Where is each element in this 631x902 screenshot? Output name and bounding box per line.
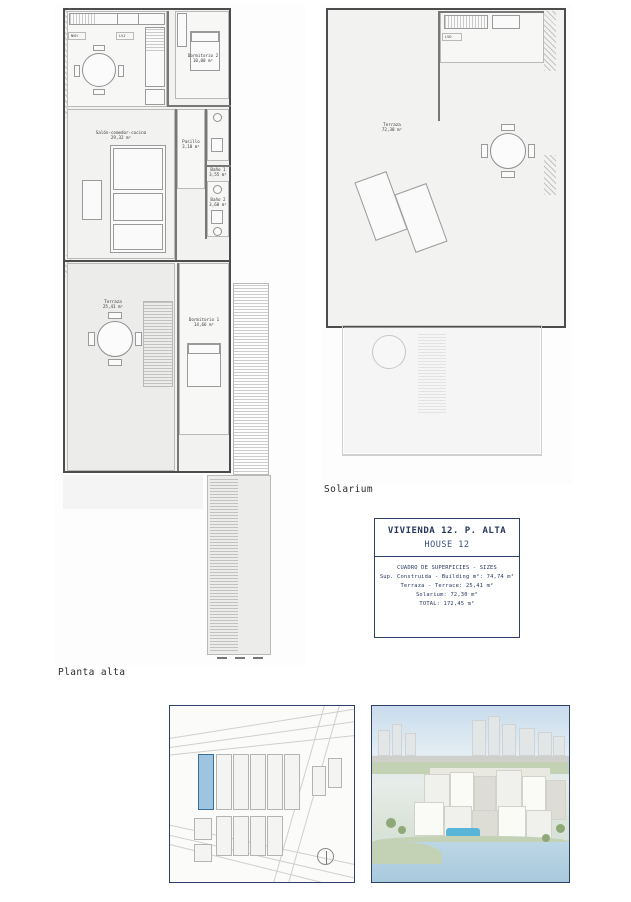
- room-label-hall: Pasillo 3,10 m²: [182, 139, 200, 150]
- upper-floor-caption: Planta alta: [58, 667, 126, 678]
- info-box: [374, 518, 520, 638]
- appliance-label-lvj: LVJ: [119, 34, 126, 38]
- highlighted-unit: [198, 754, 214, 810]
- sizes-row-total: TOTAL: 172,45 m²: [419, 600, 475, 607]
- room-label-living: Salón-comedor-cocina 29,32 m²: [95, 130, 147, 141]
- upper-floor-plan: [55, 5, 305, 665]
- aerial-render-thumbnail: [371, 705, 570, 883]
- sizes-table-header: CUADRO DE SUPERFICIES - SIZES: [397, 565, 497, 571]
- info-title-en: HOUSE 12: [424, 540, 470, 550]
- solarium-plan: [322, 5, 572, 485]
- site-plan-thumbnail: [169, 705, 355, 883]
- sizes-row-terrace: Terraza - Terrace: 25,41 m²: [400, 582, 494, 589]
- room-label-solarium-terrace: Terraza 72,30 m²: [381, 122, 403, 133]
- appliance-label-nvh: NVH: [71, 34, 78, 38]
- info-box-body: [375, 557, 519, 617]
- room-label-bath1: Baño 1 3,55 m²: [209, 167, 227, 178]
- solarium-caption: Solarium: [324, 484, 373, 495]
- appliance-label-lvd: LVD: [445, 35, 452, 39]
- room-label-bed2: Dormitorio 2 10,00 m²: [187, 53, 219, 64]
- info-box-header: [375, 519, 519, 557]
- sizes-row-built: Sup. Construida - Building m²: 74,74 m²: [379, 573, 515, 580]
- room-label-terrace: Terraza 25,41 m²: [102, 299, 124, 310]
- info-title-es: VIVIENDA 12. P. ALTA: [387, 526, 507, 536]
- north-indicator: [317, 848, 334, 865]
- room-label-bed1: Dormitorio 1 14,66 m²: [188, 317, 220, 328]
- sizes-row-solarium: Solarium: 72,30 m²: [415, 591, 479, 598]
- room-label-bath2: Baño 2 3,60 m²: [209, 197, 227, 208]
